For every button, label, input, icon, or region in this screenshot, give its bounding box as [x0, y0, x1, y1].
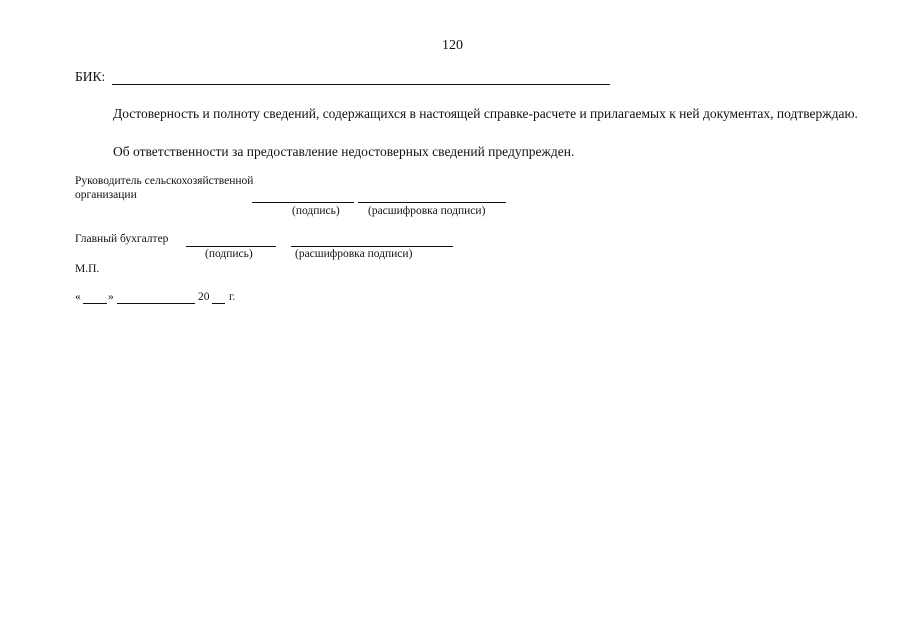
director-title-line-1: Руководитель сельскохозяйственной [75, 175, 254, 187]
statement-paragraph-1: Достоверность и полноту сведений, содержащихся в настоящей справке-расчете и прилагаемых к ней документах, подтверждаю. [113, 106, 858, 121]
director-decoding-line [358, 202, 506, 203]
statement-paragraph-2: Об ответственности за предоставление недостоверных сведений предупрежден. [113, 144, 575, 159]
date-year-prefix: 20 [198, 291, 210, 303]
page-number: 120 [442, 38, 463, 53]
date-day-line [83, 303, 107, 304]
director-decoding-caption: (расшифровка подписи) [368, 205, 486, 217]
date-year-line [212, 303, 225, 304]
date-month-line [117, 303, 195, 304]
bik-field-line [112, 84, 610, 85]
director-signature-caption: (подпись) [292, 205, 340, 217]
director-signature-line [252, 202, 354, 203]
accountant-decoding-caption: (расшифровка подписи) [295, 248, 413, 260]
accountant-decoding-line [291, 246, 453, 247]
director-title-line-2: организации [75, 189, 137, 201]
accountant-signature-line [186, 246, 276, 247]
date-open-quote: « [75, 291, 81, 303]
accountant-title: Главный бухгалтер [75, 233, 169, 245]
date-close-quote: » [108, 291, 114, 303]
stamp-label: М.П. [75, 263, 100, 275]
bik-label: БИК: [75, 69, 106, 84]
date-year-suffix: г. [229, 291, 236, 303]
accountant-signature-caption: (подпись) [205, 248, 253, 260]
